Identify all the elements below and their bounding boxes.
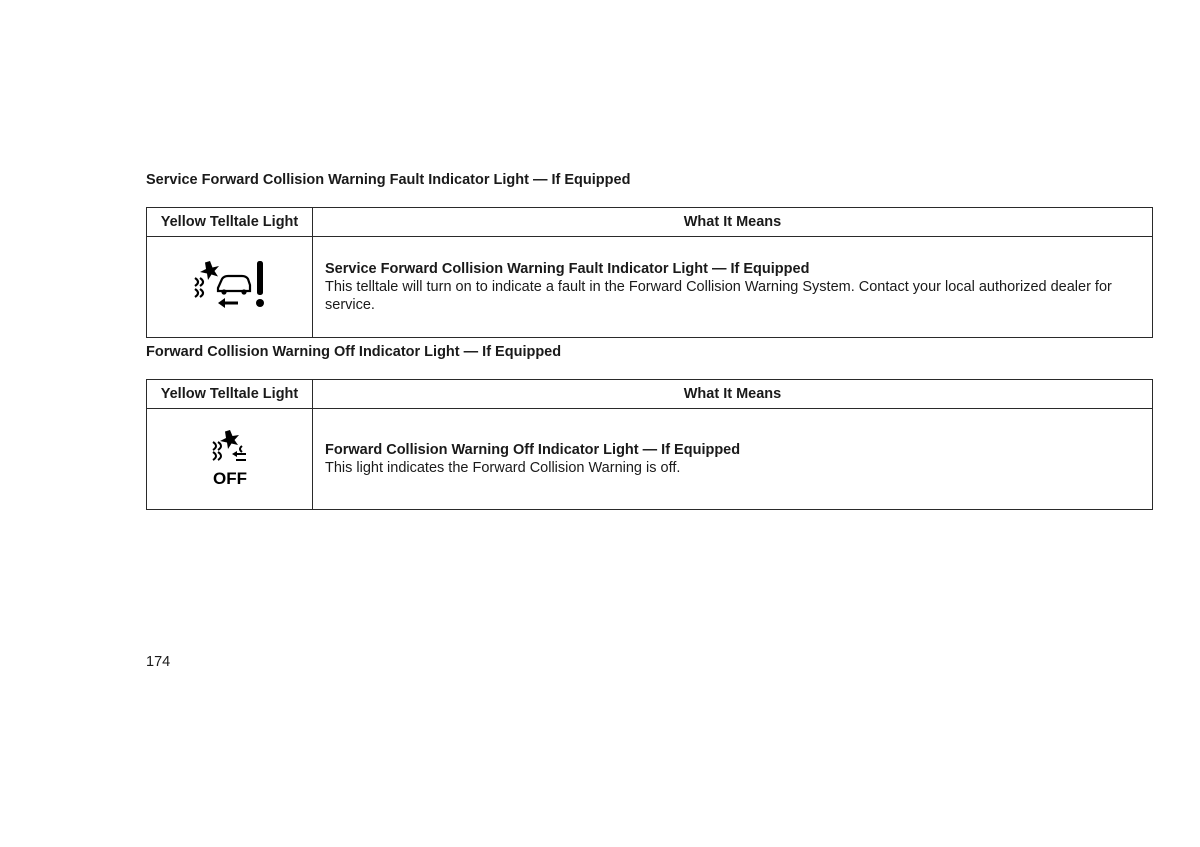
column-header-telltale: Yellow Telltale Light xyxy=(147,380,313,409)
table-row xyxy=(147,237,1153,338)
description-cell xyxy=(313,409,1153,510)
telltale-table-fcw-fault xyxy=(146,207,1153,338)
icon-cell xyxy=(147,409,313,510)
description-body: This light indicates the Forward Collision Warning is off. xyxy=(325,460,681,476)
description-title: Forward Collision Warning Off Indicator Light — If Equipped xyxy=(325,442,741,458)
page-number: 174 xyxy=(146,654,171,670)
column-header-meaning: What It Means xyxy=(313,380,1153,409)
section-heading-fcw-off: Forward Collision Warning Off Indicator Light — If Equipped xyxy=(146,344,562,360)
forward-collision-fault-icon xyxy=(190,278,270,295)
column-header-telltale: Yellow Telltale Light xyxy=(147,208,313,237)
table-row xyxy=(147,409,1153,510)
off-label: OFF xyxy=(212,469,247,488)
description-body: This telltale will turn on to indicate a fault in the Forward Collision Warning System. Contact your local authorized dealer for service. xyxy=(325,279,1112,313)
table-header-row xyxy=(147,208,1153,237)
section-heading-fcw-fault: Service Forward Collision Warning Fault Indicator Light — If Equipped xyxy=(146,172,631,188)
icon-cell xyxy=(147,237,313,338)
description-title: Service Forward Collision Warning Fault Indicator Light — If Equipped xyxy=(325,261,810,277)
telltale-table-fcw-off xyxy=(146,379,1153,510)
forward-collision-off-icon xyxy=(200,450,260,488)
column-header-meaning: What It Means xyxy=(313,208,1153,237)
table-header-row xyxy=(147,380,1153,409)
description-cell xyxy=(313,237,1153,338)
